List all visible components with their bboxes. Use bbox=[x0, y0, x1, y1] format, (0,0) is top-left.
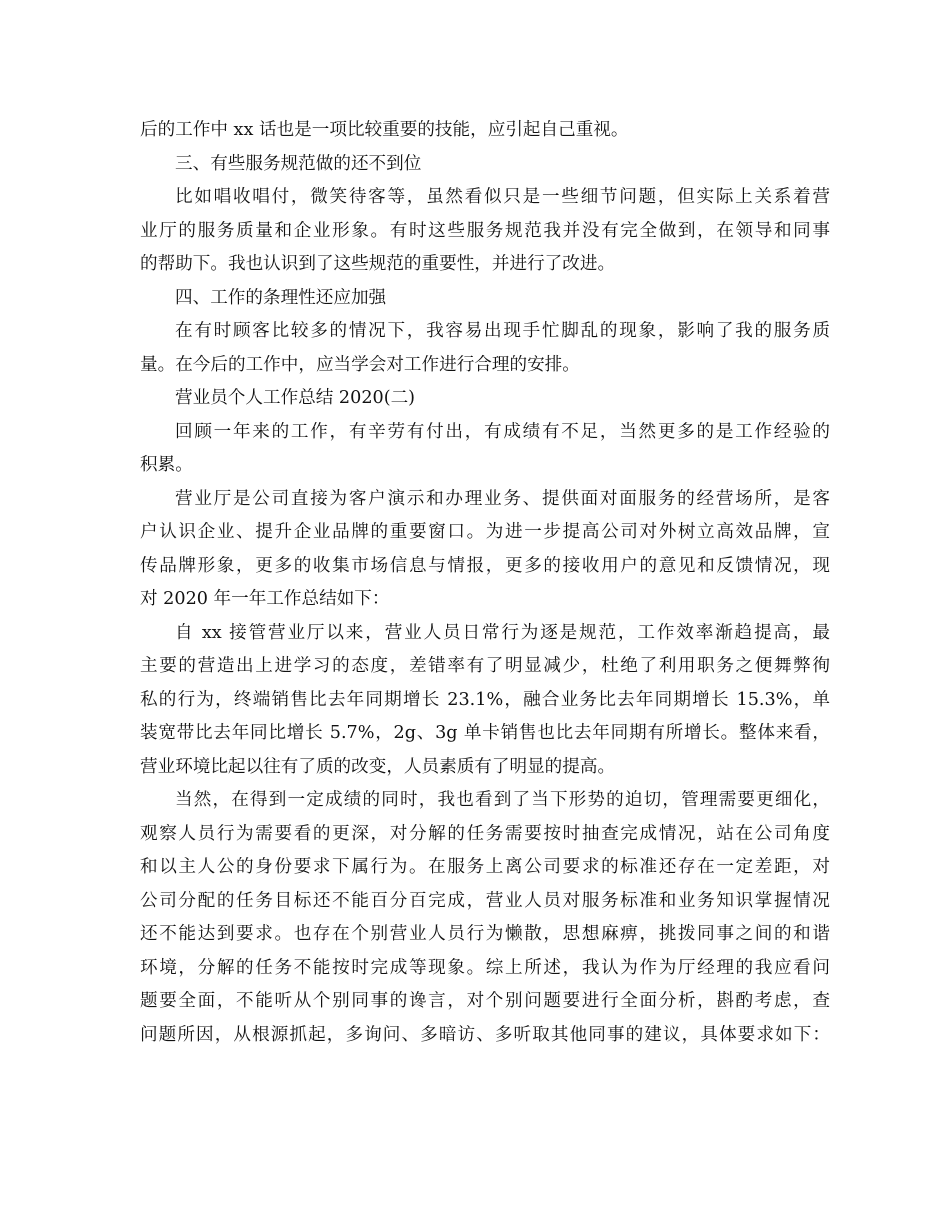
text-line: 主要的营造出上进学习的态度，差错率有了明显减少，杜绝了利用职务之便舞弊徇 bbox=[140, 656, 830, 676]
text-line: 自 xx 接管营业厅以来，营业人员日常行为逐是规范，工作效率渐趋提高，最 bbox=[175, 622, 830, 643]
text-line: 三、有些服务规范做的还不到位 bbox=[175, 153, 422, 174]
document-body bbox=[140, 114, 830, 1052]
text-line: 题要全面，不能听从个别同事的谗言，对个别问题要进行全面分析，斟酌考虑，查 bbox=[140, 991, 830, 1011]
text-line: 观察人员行为需要看的更深，对分解的任务需要按时抽查完成情况，站在公司角度 bbox=[140, 823, 830, 844]
text-line: 公司分配的任务目标还不能百分百完成，营业人员对服务标准和业务知识掌握情况 bbox=[140, 890, 830, 911]
text-line: 营业员个人工作总结 2020(二) bbox=[175, 388, 416, 408]
text-line: 私的行为，终端销售比去年同期增长 23.1%，融合业务比去年同期增长 15.3%，单 bbox=[140, 689, 830, 710]
text-line: 四、工作的条理性还应加强 bbox=[175, 287, 387, 308]
text-line: 营业厅是公司直接为客户演示和办理业务、提供面对面服务的经营场所，是客 bbox=[175, 488, 830, 509]
text-line: 当然，在得到一定成绩的同时，我也看到了当下形势的迫切，管理需要更细化， bbox=[175, 790, 830, 810]
text-line: 对 2020 年一年工作总结如下： bbox=[140, 589, 390, 609]
text-line: 营业环境比起以往有了质的改变，人员素质有了明显的提高。 bbox=[140, 756, 616, 777]
text-line: 的帮助下。我也认识到了这些规范的重要性，并进行了改进。 bbox=[140, 254, 616, 274]
text-line: 装宽带比去年同比增长 5.7%，2g、3g 单卡销售也比去年同期有所增长。整体来看， bbox=[140, 723, 830, 743]
text-line: 业厅的服务质量和企业形象。有时这些服务规范我并没有完全做到，在领导和同事 bbox=[140, 220, 830, 241]
text-line: 户认识企业、提升企业品牌的重要窗口。为进一步提高公司对外树立高效品牌，宣 bbox=[140, 522, 830, 542]
text-line: 在有时顾客比较多的情况下，我容易出现手忙脚乱的现象，影响了我的服务质 bbox=[175, 321, 830, 341]
text-line: 还不能达到要求。也存在个别营业人员行为懒散，思想麻痹，挑拨同事之间的和谐 bbox=[140, 924, 830, 944]
text-line: 环境，分解的任务不能按时完成等现象。综上所述，我认为作为厅经理的我应看问 bbox=[140, 957, 830, 978]
text-line: 后的工作中 xx 话也是一项比较重要的技能，应引起自己重视。 bbox=[140, 120, 629, 140]
text-line: 和以主人公的身份要求下属行为。在服务上离公司要求的标准还存在一定差距，对 bbox=[140, 857, 830, 877]
text-line: 量。在今后的工作中，应当学会对工作进行合理的安排。 bbox=[140, 354, 580, 375]
text-line: 问题所因，从根源抓起，多询问、多暗访、多听取其他同事的建议，具体要求如下： bbox=[140, 1024, 830, 1045]
text-line: 积累。 bbox=[140, 455, 193, 475]
text-line: 传品牌形象，更多的收集市场信息与情报，更多的接收用户的意见和反馈情况，现 bbox=[140, 555, 830, 576]
text-line: 回顾一年来的工作，有辛劳有付出，有成绩有不足，当然更多的是工作经验的 bbox=[175, 421, 830, 442]
text-line: 比如唱收唱付，微笑待客等，虽然看似只是一些细节问题，但实际上关系着营 bbox=[175, 187, 830, 207]
